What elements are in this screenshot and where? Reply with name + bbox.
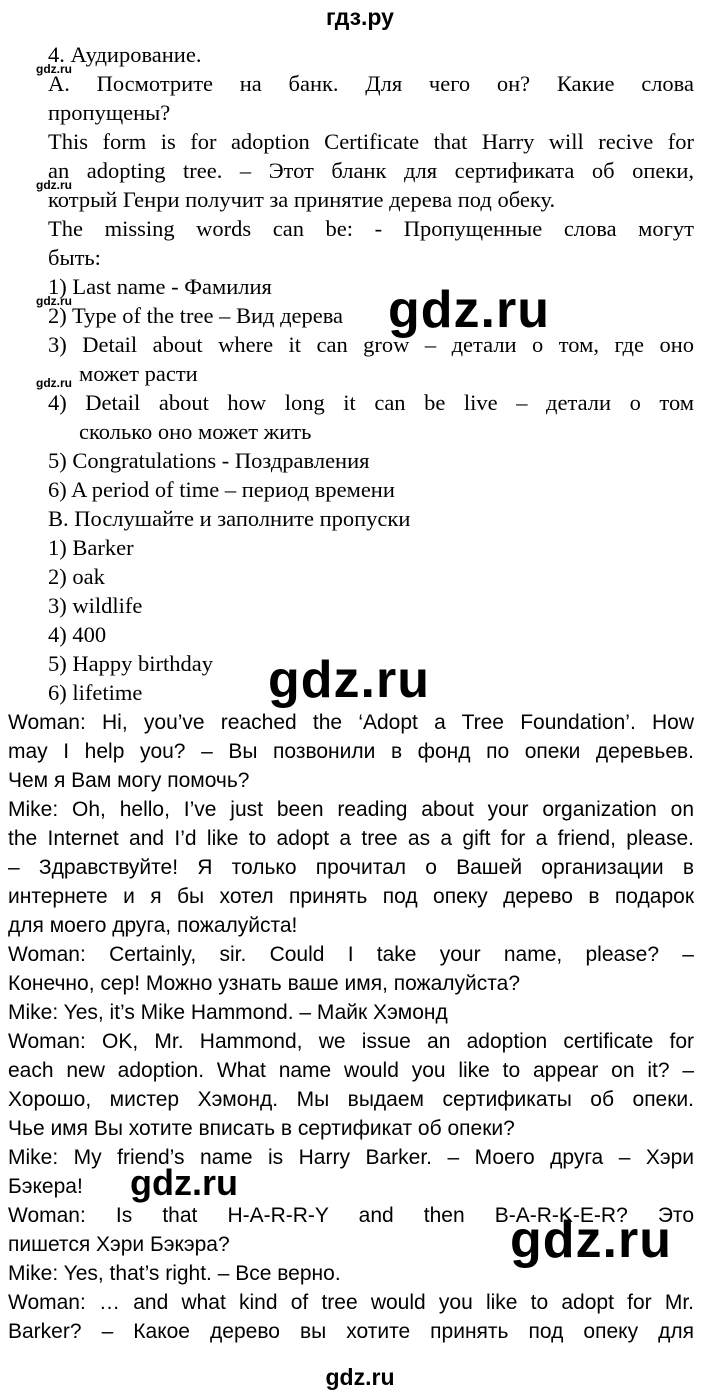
dialogue-line: Mike: Yes, it’s Mike Hammond. – Майк Хэмонд <box>8 1001 448 1024</box>
dialogue-line: may I help you? – Вы позвонили в фонд по опеки деревьев. <box>8 740 694 763</box>
dialogue-line: Barker? – Какое дерево вы хотите принять под опеку для <box>8 1320 694 1343</box>
answer-line: This form is for adoption Certificate that Harry will recive for <box>48 129 694 154</box>
answer-line: an adopting tree. – Этот бланк для сертификата об опеки, <box>48 158 694 183</box>
watermark-small: gdz.ru <box>36 376 72 390</box>
watermark-small: gdz.ru <box>36 294 72 308</box>
list-a-item: 5) Congratulations - Поздравления <box>48 448 370 473</box>
list-a-item: 1) Last name - Фамилия <box>48 274 272 299</box>
site-header: гдз.ру <box>326 4 394 30</box>
watermark-small: gdz.ru <box>36 62 72 76</box>
site-footer: gdz.ru <box>325 1364 395 1390</box>
dialogue-line: Mike: My friend’s name is Harry Barker. – Моего друга – Хэри <box>8 1146 694 1169</box>
list-a-item: 2) Type of the tree – Вид дерева <box>48 303 344 328</box>
dialogue-line: пишется Хэри Бэкэра? <box>8 1233 230 1256</box>
list-b-item: 2) oak <box>48 564 105 589</box>
watermark-mid: gdz.ru <box>130 1162 238 1203</box>
dialogue-line: Woman: OK, Mr. Hammond, we issue an adoption certificate for <box>8 1030 694 1053</box>
dialogue-line: Чье имя Вы хотите вписать в сертификат об опеки? <box>8 1117 515 1140</box>
dialogue-line: Конечно, сер! Можно узнать ваше имя, пожалуйста? <box>8 972 521 995</box>
missing-words-line: The missing words can be: - Пропущенные слова могут <box>48 216 694 241</box>
answer-line: котрый Генри получит за принятие дерева под обеку. <box>48 187 556 212</box>
dialogue-line: – Здравствуйте! Я только прочитал о Вашей организации в <box>8 856 694 879</box>
section-a-heading-cont: пропущены? <box>48 100 171 125</box>
missing-words-line: быть: <box>48 245 101 270</box>
dialogue-line: Woman: … and what kind of tree would you like to adopt for Mr. <box>8 1291 694 1314</box>
list-a-item: 6) A period of time – период времени <box>48 477 395 502</box>
dialogue-line: each new adoption. What name would you like to appear on it? – <box>8 1059 694 1082</box>
watermark-big: gdz.ru <box>510 1211 672 1269</box>
dialogue-line: Woman: Hi, you’ve reached the ‘Adopt a Tree Foundation’. How <box>8 711 694 734</box>
dialogue-line: the Internet and I’d like to adopt a tree as a gift for a friend, please. <box>8 827 694 850</box>
dialogue-line: Хорошо, мистер Хэмонд. Мы выдаем сертификаты об опеки. <box>8 1088 694 1111</box>
list-b-item: 6) lifetime <box>48 680 143 705</box>
section-b-heading: B. Послушайте и заполните пропуски <box>48 506 411 531</box>
list-b-item: 1) Barker <box>48 535 134 560</box>
list-b-item: 4) 400 <box>48 622 107 647</box>
dialogue-line: Mike: Oh, hello, I’ve just been reading about your organization on <box>8 798 694 821</box>
dialogue-line: Чем я Вам могу помочь? <box>8 769 250 792</box>
watermark-big: gdz.ru <box>388 281 550 339</box>
dialogue-line: интернете и я бы хотел принять под опеку дерево в подарок <box>8 885 694 908</box>
list-a-item: 4) Detail about how long it can be live – детали о том <box>48 390 694 415</box>
list-b-item: 5) Happy birthday <box>48 651 213 676</box>
watermark-big: gdz.ru <box>268 651 430 709</box>
dialogue-line: Бэкера! <box>8 1175 83 1198</box>
list-a-item: 3) Detail about where it can grow – детали о том, где оно <box>48 332 694 357</box>
list-b-item: 3) wildlife <box>48 593 143 618</box>
list-a-item-cont: может расти <box>79 361 198 386</box>
watermark-small: gdz.ru <box>36 178 72 192</box>
dialogue-line: Woman: Certainly, sir. Could I take your name, please? – <box>8 943 694 966</box>
dialogue-line: Woman: Is that H-A-R-R-Y and then B-A-R-K-E-R? Это <box>8 1204 694 1227</box>
section-a-heading: A. Посмотрите на банк. Для чего он? Какие слова <box>48 71 694 96</box>
dialogue-line: Mike: Yes, that’s right. – Все верно. <box>8 1262 341 1285</box>
section-title: 4. Аудирование. <box>48 42 202 67</box>
list-a-item-cont: сколько оно может жить <box>79 419 312 444</box>
dialogue-line: для моего друга, пожалуйста! <box>8 914 298 937</box>
